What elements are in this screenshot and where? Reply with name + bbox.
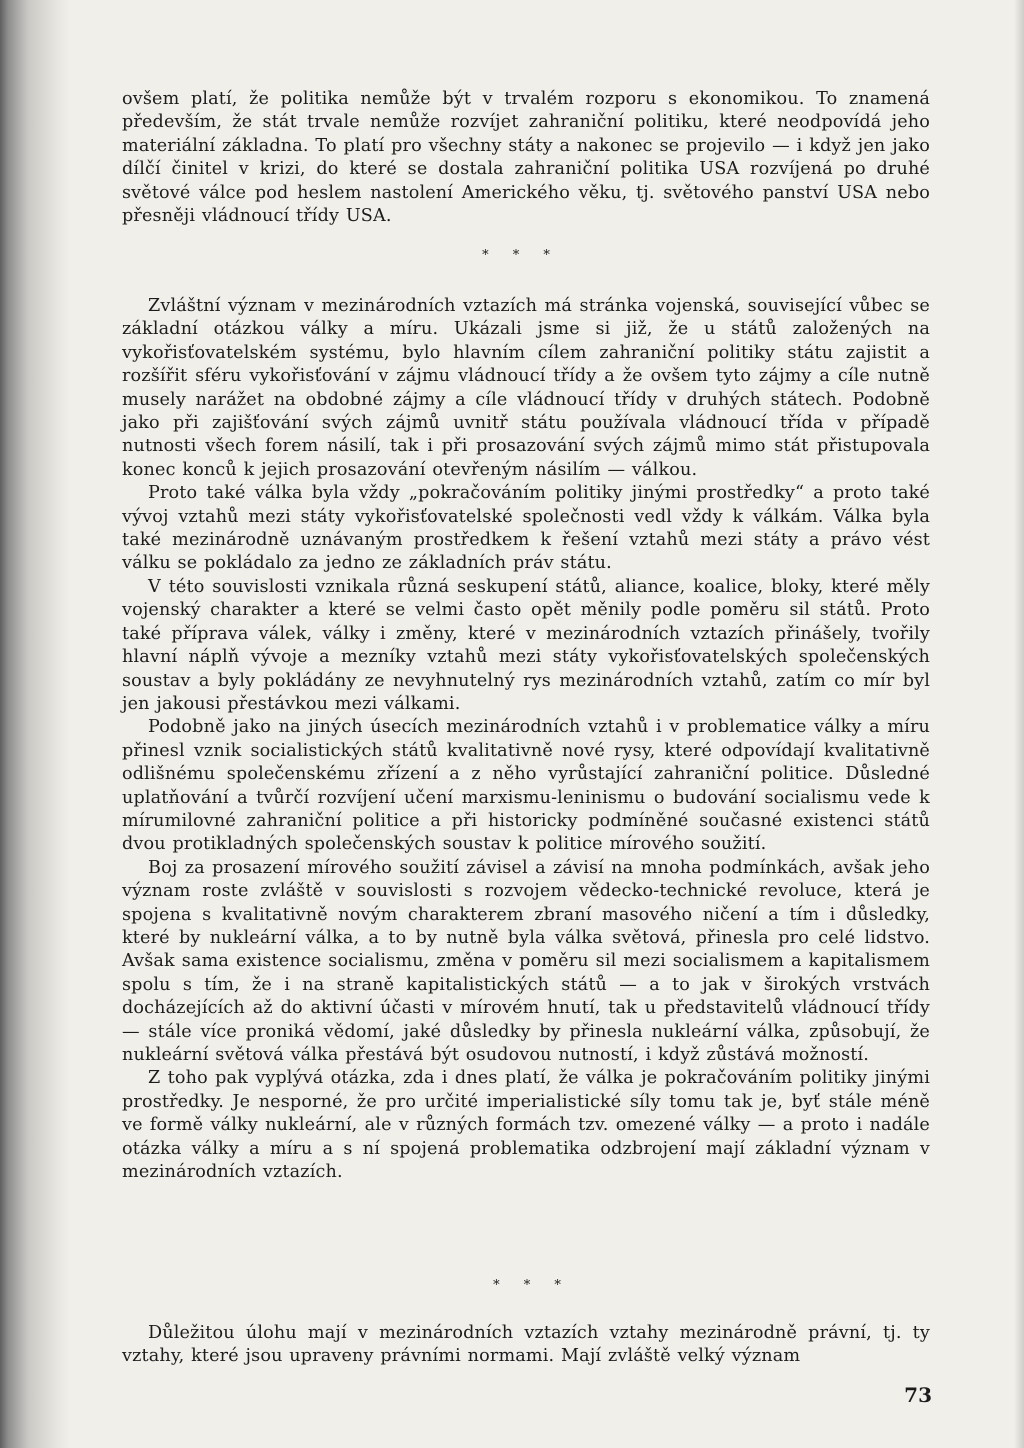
section-separator: * * * bbox=[482, 248, 560, 263]
page-number: 73 bbox=[904, 1383, 932, 1407]
paragraph: Proto také válka byla vždy „pokračováním politiky jinými prostředky“ a proto také vývoj vztahů mezi státy vykořisťovatelské společnosti vedl vždy k válkám. Válka byla také mezinárodně uznávaným prostředkem k řešení vztahů mezi státy a právo vést válku se pokládalo za jedno ze základních práv státu. bbox=[122, 483, 930, 574]
page-edge-shadow bbox=[1014, 0, 1024, 1448]
paragraph: Zvláštní význam v mezinárodních vztazích má stránka vojenská, související vůbec se základní otázkou války a míru. Ukázali jsme si již, že u států založených na vykořisťovatelském systému, bylo hlavním cílem zahraniční politiky státu zajistit a rozšířit sféru vykořisťování v zájmu vládnoucí třídy a že ovšem tyto zájmy a cíle nutně musely narážet na obdobné zájmy a cíle vládnoucí třídy v druhých státech. Podobně jako při zajišťování svých zájmů uvnitř státu používala vládnoucí třída v případě nutnosti všech forem násilí, tak i při prosazování svých zájmů mimo stát přistupovala konec konců k jejich prosazování otevřeným násilím — válkou. bbox=[122, 296, 930, 480]
paragraph: V této souvislosti vznikala různá seskupení států, aliance, koalice, bloky, které měly vojenský charakter a které se velmi často opět měnily podle poměru sil států. Proto také příprava válek, války i změny, které v mezinárodních vztazích přinášely, tvořily hlavní náplň vývoje a mezníky vztahů mezi státy vykořisťovatelských společenských soustav a byly pokládány ze nevyhnutelný rys mezinárodních vztahů, zatím co mír byl jen jakousi přestávkou mezi válkami. bbox=[122, 576, 930, 714]
section-1-text-block bbox=[122, 295, 930, 1184]
section-separator: * * * bbox=[493, 1278, 571, 1293]
binding-shadow bbox=[0, 0, 70, 1448]
paragraph: Z toho pak vyplývá otázka, zda i dnes platí, že válka je pokračováním politiky jinými prostředky. Je nesporné, že pro určité imperialistické síly tomu tak je, byť stále méně ve formě války nukleární, ale v různých formách tzv. omezené války — a proto i nadále otázka války a míru a s ní spojená problematika odzbrojení mají základní význam v mezinárodních vztazích. bbox=[122, 1068, 930, 1183]
intro-paragraph: ovšem platí, že politika nemůže být v trvalém rozporu s ekonomikou. To znamená především, že stát trvale nemůže rozvíjet zahraniční politiku, které neodpovídá jeho materiální základna. To platí pro všechny státy a nakonec se projevilo — i když jen jako dílčí činitel v krizi, do které se dostala zahraniční politika USA rozvíjená po druhé světové válce pod heslem nastolení Amerického věku, tj. světového panství USA nebo přesněji vládnoucí třídy USA. bbox=[122, 89, 930, 227]
intro-text-block bbox=[122, 88, 930, 228]
paragraph: Boj za prosazení mírového soužití závisel a závisí na mnoha podmínkách, avšak jeho význam roste zvláště v souvislosti s rozvojem vědecko-technické revoluce, která je spojena s kvalitativně novým charakterem zbraní masového ničení a tím i důsledky, které by nukleární válka, a to by nutně byla válka světová, přinesla pro celé lidstvo. Avšak sama existence socialismu, změna v poměru sil mezi socialismem a kapitalismem spolu s tím, že i na straně kapitalistických států — a to jak v širokých vrstvách docházejících až do aktivní účasti v mírovém hnutí, tak u představitelů vládnoucí třídy — stále více proniká vědomí, jaké důsledky by přinesla nukleární válka, způsobují, že nukleární světová válka přestává být osudovou nutností, i když zůstává možností. bbox=[122, 857, 930, 1065]
paragraph: Podobně jako na jiných úsecích mezinárodních vztahů i v problematice války a míru přinesl vznik socialistických států kvalitativně nové rysy, které odpovídají kvalitativně odlišnému společenskému zřízení a z něho vyrůstající zahraniční politice. Důsledné uplatňování a tvůrčí rozvíjení učení marxismu-leninismu o budování socialismu vede k mírumilovné zahraniční politice a při historicky podmíněné současné existenci států dvou protikladných společenských soustav k politice mírového soužití. bbox=[122, 717, 930, 855]
section-2-text-block bbox=[122, 1322, 930, 1369]
paragraph: Důležitou úlohu mají v mezinárodních vztazích vztahy mezinárodně právní, tj. ty vztahy, které jsou upraveny právními normami. Mají zvláště velký význam bbox=[122, 1323, 930, 1367]
